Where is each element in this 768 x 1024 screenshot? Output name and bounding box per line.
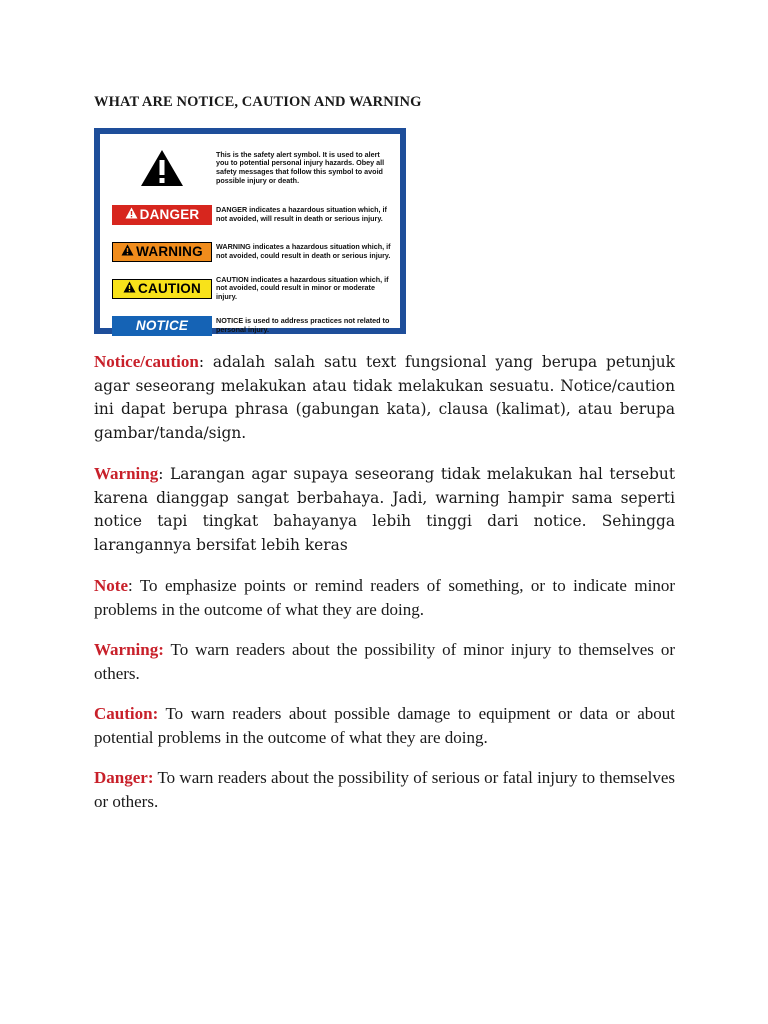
paragraph-caution [94,702,675,749]
paragraph-text: Larangan agar supaya seseorang tidak melakukan hal tersebut karena dianggap sangat berbahaya. Jadi, warning hampir sama seperti notice tapi tingkat bahayanya lebih tinggi dari notice. Sehingga larangannya bersifat lebih keras [94,465,675,554]
term-separator: : [198,353,205,371]
warning-label: WARNING [136,244,203,259]
paragraph-warning-en [94,638,675,685]
sign-row-alert [108,140,394,196]
safety-sign-image [94,128,406,334]
caution-label: CAUTION [138,281,201,296]
danger-description: DANGER indicates a hazardous situation which, if not avoided, will result in death or serious injury. [216,204,387,223]
paragraph-notice-caution [94,350,675,445]
document-body [94,350,675,830]
danger-badge [112,205,212,225]
alert-triangle-icon [125,207,138,222]
page-title: WHAT ARE NOTICE, CAUTION AND WARNING [94,94,422,110]
notice-description: NOTICE is used to address practices not related to personal injury. [216,315,390,334]
alert-triangle-icon [121,244,134,259]
term-danger: Danger: [94,768,154,787]
notice-label: NOTICE [135,318,189,333]
paragraph-text: adalah salah satu text fungsional yang berupa petunjuk agar seseorang melakukan atau tidak melakukan sesuatu. Notice/caution ini dapat berupa phrasa (gabungan kata), clausa (kalimat), atau berupa gambar/tanda/sign. [94,353,675,442]
term-warning: Warning [94,464,159,483]
notice-badge [112,316,212,336]
paragraph-note [94,574,675,621]
term-notice-caution: Notice/caution [94,352,199,371]
paragraph-danger [94,766,675,813]
term-note: Note [94,576,128,595]
warning-description: WARNING indicates a hazardous situation which, if not avoided, could result in death or serious injury. [216,241,391,260]
sign-row-danger [108,196,394,233]
paragraph-text: To warn readers about the possibility of serious or fatal injury to themselves or others. [94,768,675,811]
sign-row-caution [108,270,394,307]
warning-badge [112,242,212,262]
alert-description: This is the safety alert symbol. It is used to alert you to potential personal injury hazards. Obey all safety messages that follow this symbol to avoid possible injury or death. [216,149,385,185]
alert-triangle-icon [123,281,136,296]
term-caution: Caution: [94,704,159,723]
safety-sign-panel [100,134,400,334]
caution-description: CAUTION indicates a hazardous situation which, if not avoided, could result in minor or moderate injury. [216,274,389,301]
term-separator: : [158,465,164,483]
sign-row-warning [108,233,394,270]
alert-symbol-icon [108,148,216,188]
term-warning: Warning: [94,640,164,659]
paragraph-text: To warn readers about possible damage to equipment or data or about potential problems in the outcome of what they are doing. [94,704,675,747]
paragraph-text: To warn readers about the possibility of minor injury to themselves or others. [94,640,675,683]
paragraph-warning-id [94,462,675,557]
caution-badge [112,279,212,299]
term-separator: : [127,576,133,595]
paragraph-text: To emphasize points or remind readers of something, or to indicate minor problems in the outcome of what they are doing. [94,576,675,619]
sign-row-notice [108,307,394,344]
danger-label: DANGER [139,207,200,222]
